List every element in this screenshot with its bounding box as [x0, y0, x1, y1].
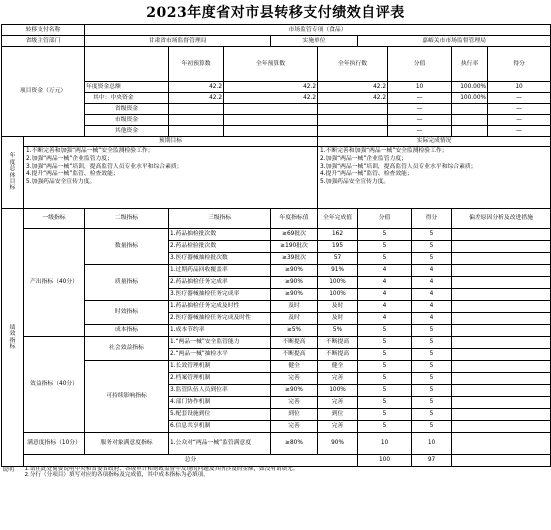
perf-row — [2, 325, 551, 337]
funds-cell — [169, 115, 224, 126]
perf-l1-output: 产出指标（40分） — [24, 229, 85, 337]
funds-cell: 42.2 — [169, 82, 224, 93]
perf-target: 不断提高 — [271, 337, 318, 349]
total-value: 100 — [358, 455, 412, 467]
perf-score: 10 — [412, 433, 452, 455]
perf-score: 5 — [412, 409, 452, 421]
perf-note — [452, 385, 551, 397]
perf-l2: 可持续影响指标 — [85, 361, 169, 433]
perf-l2: 数量指标 — [85, 229, 169, 265]
dept-label: 省级主管部门 — [2, 36, 85, 47]
perf-note — [452, 265, 551, 277]
notes-label: 说明 — [2, 467, 15, 473]
goals-header-row — [2, 137, 551, 147]
dept-value: 甘肃省市场监督管理局 — [85, 36, 271, 47]
perf-actual: 不断提高 — [318, 349, 358, 361]
perf-target: 到位 — [271, 409, 318, 421]
funds-row — [2, 115, 551, 126]
funds-cell: — — [488, 104, 551, 115]
perf-target: ≥39批次 — [271, 253, 318, 265]
perf-l3: 1.药品抽检任务完成及时性 — [169, 301, 271, 313]
perf-note — [452, 253, 551, 265]
funds-cell: 10 — [388, 82, 452, 93]
goal-target-item: 5.加强药品安全宣传力度。 — [26, 179, 96, 186]
note-line: 1.请在此处简要说明中央和省委省政府、各级审计和财政监督中发现的问题及其所涉及的金额，如没有请填无。 — [24, 466, 299, 472]
perf-l2: 成本指标 — [85, 325, 169, 337]
goal-actual-item: 2.加强“两品一械”企业监管力度； — [320, 155, 407, 162]
perf-note — [452, 409, 551, 421]
funds-cell: 100.00% — [452, 82, 488, 93]
goals-actual-header: 实际完成情况 — [318, 137, 551, 147]
perf-header-row — [2, 209, 551, 229]
perf-actual: 及时 — [318, 313, 358, 325]
perf-row — [2, 229, 551, 241]
goals-target-list — [24, 147, 318, 209]
funds-cell: — — [488, 93, 551, 104]
funds-header: 得分 — [488, 47, 551, 82]
funds-cell: — — [388, 93, 452, 104]
evaluation-table — [1, 24, 551, 485]
perf-header: 二级指标 — [85, 209, 169, 229]
perf-value: 5 — [358, 421, 412, 433]
perf-note — [452, 289, 551, 301]
perf-score: 5 — [412, 253, 452, 265]
perf-value: 5 — [358, 373, 412, 385]
perf-l3: 3.医疗器械抽检任务完成率 — [169, 289, 271, 301]
funds-header: 全年执行数 — [318, 47, 388, 82]
perf-target: ≥90% — [271, 289, 318, 301]
perf-note — [452, 229, 551, 241]
perf-l3: 1.长效管理机制 — [169, 361, 271, 373]
total-label: 总分 — [24, 455, 358, 467]
funds-cell — [452, 126, 488, 137]
goals-section-label: 年度总体目标 — [2, 137, 24, 209]
funds-row-label: 其中：中央资金 — [85, 93, 169, 104]
funds-cell — [318, 115, 388, 126]
perf-actual: 91% — [318, 265, 358, 277]
perf-actual: 5% — [318, 325, 358, 337]
perf-value: 4 — [358, 301, 412, 313]
perf-l3: 1.成本节约率 — [169, 325, 271, 337]
perf-actual: 及时 — [318, 301, 358, 313]
goals-target-header: 预期目标 — [24, 137, 318, 147]
impl-value: 嘉峪关市市场监督管理局 — [358, 36, 551, 47]
funds-cell: 100.00% — [452, 93, 488, 104]
perf-l3: 2.药品抽检任务完成率 — [169, 277, 271, 289]
perf-l3: 1.“两品一械”安全监管能力 — [169, 337, 271, 349]
perf-l3: 2.药品检验批次数 — [169, 241, 271, 253]
funds-cell — [169, 104, 224, 115]
perf-l3: 6.信息共享机制 — [169, 421, 271, 433]
perf-row — [2, 361, 551, 373]
goal-actual-item: 4.提升“两品一械”监管、检查效能； — [320, 171, 413, 178]
funds-header: 分值 — [388, 47, 452, 82]
funds-cell: 42.2 — [169, 93, 224, 104]
perf-l3: 2.“两品一械”抽检水平 — [169, 349, 271, 361]
goal-actual-item: 1.不断完善和加强“两品一械”安全监测检验工作； — [320, 148, 448, 154]
funds-row-label: 年度资金总额 — [85, 82, 169, 93]
perf-value: 10 — [358, 433, 412, 455]
perf-l3: 4.部门协作机制 — [169, 397, 271, 409]
funds-header: 执行率 — [452, 47, 488, 82]
perf-score: 5 — [412, 229, 452, 241]
funds-row — [2, 82, 551, 93]
funds-row-label: 市级资金 — [85, 115, 169, 126]
name-label: 转移支付名称 — [2, 25, 85, 36]
funds-cell: — — [388, 104, 452, 115]
perf-score: 4 — [412, 301, 452, 313]
perf-score: 5 — [412, 385, 452, 397]
perf-score: 5 — [412, 361, 452, 373]
perf-header: 分值 — [358, 209, 412, 229]
funds-cell: — — [388, 126, 452, 137]
perf-actual: 100% — [318, 277, 358, 289]
perf-value: 5 — [358, 229, 412, 241]
perf-header: 全年完成值 — [318, 209, 358, 229]
perf-actual: 162 — [318, 229, 358, 241]
perf-actual: 完善 — [318, 421, 358, 433]
perf-l2: 质量指标 — [85, 265, 169, 301]
funds-header: 年初预算数 — [169, 47, 224, 82]
impl-label: 实施单位 — [271, 36, 358, 47]
perf-l2: 时效指标 — [85, 301, 169, 325]
funds-cell — [169, 126, 224, 137]
perf-value: 5 — [358, 385, 412, 397]
perf-note — [452, 373, 551, 385]
perf-note — [452, 241, 551, 253]
perf-value: 5 — [358, 361, 412, 373]
funds-cell: — — [488, 115, 551, 126]
funds-cell: 10 — [488, 82, 551, 93]
perf-score: 5 — [412, 421, 452, 433]
perf-actual: 到位 — [318, 409, 358, 421]
perf-target: ≥190批次 — [271, 241, 318, 253]
funds-cell — [224, 104, 318, 115]
perf-header: 年度指标值 — [271, 209, 318, 229]
funds-header-row — [2, 47, 551, 82]
funds-header: 全年预算数 — [224, 47, 318, 82]
notes-row — [2, 467, 551, 485]
funds-section-label: 项目资金（万元） — [2, 47, 85, 137]
funds-cell: 42.2 — [318, 93, 388, 104]
page-title: 2023年度省对市县转移支付绩效自评表 — [146, 5, 405, 21]
funds-row-label: 省级资金 — [85, 104, 169, 115]
perf-row — [2, 265, 551, 277]
perf-l1-benefit: 效益指标（40分） — [24, 337, 85, 433]
perf-header: 偏差原因分析及改进措施 — [452, 209, 551, 229]
perf-target: ≥80% — [271, 433, 318, 455]
funds-cell: — — [488, 126, 551, 137]
funds-cell: — — [388, 115, 452, 126]
total-score: 97 — [412, 455, 452, 467]
perf-actual: 100% — [318, 289, 358, 301]
perf-score: 5 — [412, 349, 452, 361]
perf-header: 得分 — [412, 209, 452, 229]
perf-target: ≥90% — [271, 385, 318, 397]
perf-l3: 1.药品抽检批次数 — [169, 229, 271, 241]
notes-text — [24, 467, 551, 485]
perf-score: 5 — [412, 241, 452, 253]
funds-cell: 42.2 — [224, 82, 318, 93]
perf-l3: 1.过期药品回收覆盖率 — [169, 265, 271, 277]
perf-note — [452, 301, 551, 313]
funds-cell — [318, 126, 388, 137]
goal-actual-item: 5.加强药品安全宣传力度。 — [320, 179, 390, 186]
funds-row — [2, 126, 551, 137]
perf-l3: 1.公众对“两品一械”监管满意度 — [169, 433, 271, 455]
perf-note — [452, 433, 551, 455]
note-line: 2.分行（分项目）填写对应的各项指标及完成值，其中成本指标为必填项。 — [24, 471, 209, 478]
perf-l3: 3.监管队伍人员到位率 — [169, 385, 271, 397]
perf-score: 5 — [412, 325, 452, 337]
perf-target: 健全 — [271, 361, 318, 373]
goal-target-item: 4.提升“两品一械”监管、检查效能； — [26, 171, 119, 178]
perf-note — [452, 337, 551, 349]
perf-value: 5 — [358, 325, 412, 337]
funds-cell — [452, 104, 488, 115]
perf-value: 4 — [358, 289, 412, 301]
perf-target: 完善 — [271, 421, 318, 433]
perf-value: 4 — [358, 265, 412, 277]
goal-target-item: 2.加强“两品一械”企业监管力度； — [26, 155, 113, 162]
perf-target: 及时 — [271, 313, 318, 325]
perf-actual: 57 — [318, 253, 358, 265]
perf-l2: 服务对象满意度指标 — [85, 433, 169, 455]
perf-note — [452, 349, 551, 361]
perf-score: 4 — [412, 265, 452, 277]
dept-row — [2, 36, 551, 47]
perf-value: 5 — [358, 337, 412, 349]
perf-target: ≥69批次 — [271, 229, 318, 241]
goal-target-item: 1.不断完善和加强“两品一械”安全监测检验工作； — [26, 148, 154, 154]
perf-row — [2, 301, 551, 313]
perf-value: 5 — [358, 397, 412, 409]
perf-actual: 不断提高 — [318, 337, 358, 349]
perf-l3: 5.配套设施到位 — [169, 409, 271, 421]
perf-score: 4 — [412, 277, 452, 289]
perf-row — [2, 433, 551, 455]
perf-score: 4 — [412, 313, 452, 325]
perf-score: 5 — [412, 337, 452, 349]
perf-actual: 完善 — [318, 373, 358, 385]
perf-value: 5 — [358, 253, 412, 265]
funds-cell — [452, 115, 488, 126]
perf-l3: 2.医疗器械抽检任务完成及时性 — [169, 313, 271, 325]
perf-target: 完善 — [271, 373, 318, 385]
perf-score: 5 — [412, 373, 452, 385]
perf-header: 一级指标 — [24, 209, 85, 229]
perf-target: 完善 — [271, 397, 318, 409]
goal-target-item: 3.加强“两品一械”培训，提高监管人员专业水平和综合素质； — [26, 163, 183, 170]
perf-value: 4 — [358, 313, 412, 325]
name-value: 市场监管专项（食品） — [85, 25, 551, 36]
perf-note — [452, 397, 551, 409]
funds-row — [2, 104, 551, 115]
perf-note — [452, 325, 551, 337]
perf-l3: 2.档案管理机制 — [169, 373, 271, 385]
perf-actual: 100% — [318, 385, 358, 397]
perf-target: ≥90% — [271, 277, 318, 289]
perf-value: 5 — [358, 349, 412, 361]
perf-l1-satisfaction: 满意度指标（10分） — [24, 433, 85, 455]
perf-note — [452, 313, 551, 325]
perf-target: ≥5% — [271, 325, 318, 337]
perf-actual: 195 — [318, 241, 358, 253]
perf-actual: 90% — [318, 433, 358, 455]
perf-value: 5 — [358, 241, 412, 253]
perf-note — [452, 361, 551, 373]
funds-cell: 42.2 — [318, 82, 388, 93]
perf-row — [2, 337, 551, 349]
perf-actual: 完善 — [318, 397, 358, 409]
name-row — [2, 25, 551, 36]
perf-score: 4 — [412, 289, 452, 301]
perf-target: ≥90% — [271, 265, 318, 277]
perf-note — [452, 277, 551, 289]
perf-note — [452, 421, 551, 433]
funds-cell: 42.2 — [224, 93, 318, 104]
funds-cell — [318, 104, 388, 115]
perf-target: 不断提高 — [271, 349, 318, 361]
perf-score: 5 — [412, 397, 452, 409]
total-row — [2, 455, 551, 467]
funds-cell — [224, 115, 318, 126]
perf-l2: 社会效益指标 — [85, 337, 169, 361]
perf-header: 三级指标 — [169, 209, 271, 229]
goal-actual-item: 3.加强“两品一械”培训，提高监管人员专业水平和综合素质； — [320, 163, 477, 170]
perf-value: 4 — [358, 277, 412, 289]
perf-section-label: 绩效指标 — [2, 209, 24, 467]
funds-row — [2, 93, 551, 104]
perf-actual: 健全 — [318, 361, 358, 373]
perf-l3: 3.医疗器械抽检批次数 — [169, 253, 271, 265]
goals-content-row — [2, 147, 551, 209]
perf-value: 5 — [358, 409, 412, 421]
funds-cell — [224, 126, 318, 137]
goals-actual-list — [318, 147, 551, 209]
funds-row-label: 其他资金 — [85, 126, 169, 137]
perf-target: 及时 — [271, 301, 318, 313]
